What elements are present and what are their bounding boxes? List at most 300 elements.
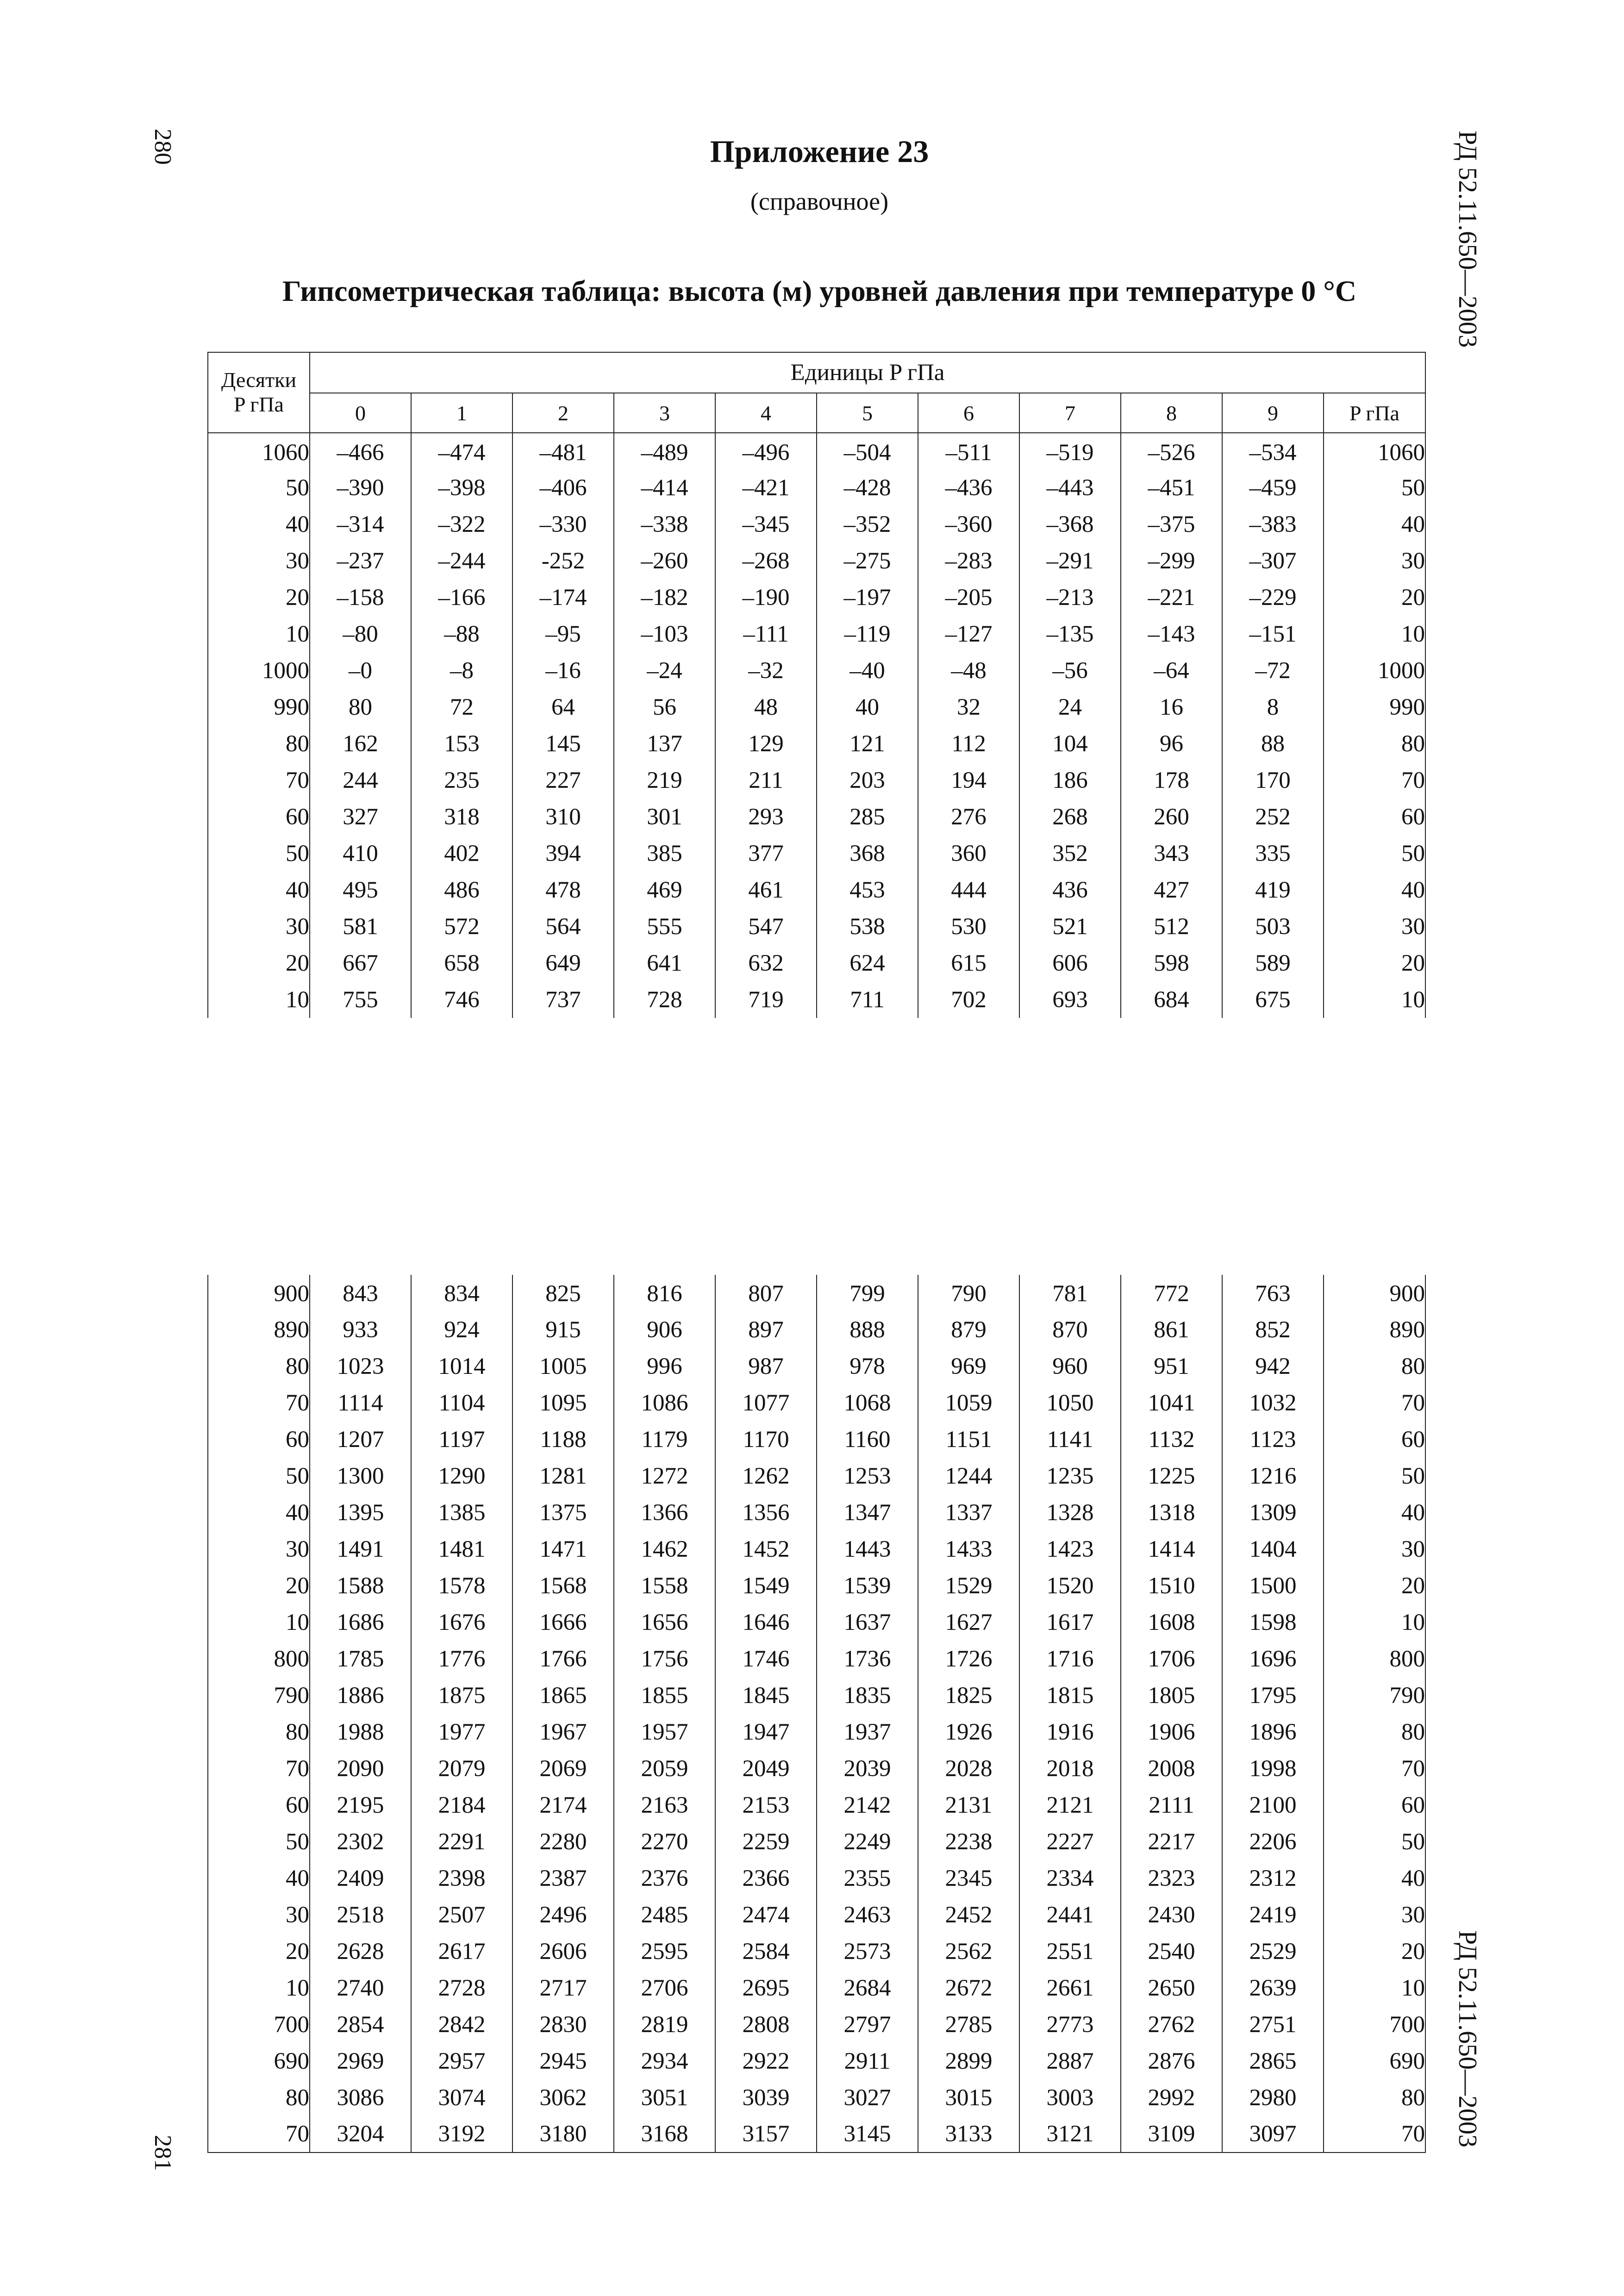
page-number-bottom: 281: [150, 2135, 176, 2171]
table-cell: 469: [614, 872, 715, 908]
table-cell: –182: [614, 579, 715, 616]
table-cell: 1160: [817, 1421, 918, 1458]
table-cell: 170: [1222, 762, 1324, 799]
table-cell: –406: [512, 469, 614, 506]
table-cell: –119: [817, 616, 918, 652]
table-cell: 1805: [1121, 1677, 1222, 1714]
row-label-right: 990: [1324, 689, 1425, 725]
row-label: 30: [208, 1531, 310, 1567]
table-row: [208, 1823, 1425, 1860]
row-label: 800: [208, 1641, 310, 1677]
table-cell: 1795: [1222, 1677, 1324, 1714]
table-row: [208, 762, 1425, 799]
row-label-right: 50: [1324, 469, 1425, 506]
table-cell: 1746: [715, 1641, 817, 1677]
table-cell: 1736: [817, 1641, 918, 1677]
table-cell: –88: [411, 616, 512, 652]
appendix-title: Приложение 23: [710, 134, 929, 169]
table-cell: 711: [817, 981, 918, 1018]
table-cell: 2639: [1222, 1970, 1324, 2006]
table-cell: 2131: [918, 1787, 1019, 1823]
table-cell: 137: [614, 725, 715, 762]
row-label-right: 50: [1324, 1823, 1425, 1860]
table-cell: 1568: [512, 1567, 614, 1604]
table-cell: 2430: [1121, 1897, 1222, 1933]
table-cell: –244: [411, 543, 512, 579]
table-cell: 2249: [817, 1823, 918, 1860]
table-cell: 1207: [310, 1421, 411, 1458]
table-cell: 2195: [310, 1787, 411, 1823]
table-cell: 2842: [411, 2006, 512, 2043]
row-label: 20: [208, 1567, 310, 1604]
table-row: [208, 1860, 1425, 1897]
table-cell: 1197: [411, 1421, 512, 1458]
table-cell: 2584: [715, 1933, 817, 1970]
table-cell: –283: [918, 543, 1019, 579]
table-cell: –459: [1222, 469, 1324, 506]
table-cell: 2227: [1019, 1823, 1121, 1860]
table-cell: 2595: [614, 1933, 715, 1970]
table-cell: 2740: [310, 1970, 411, 2006]
table-cell: 1646: [715, 1604, 817, 1641]
row-label-right: 60: [1324, 1787, 1425, 1823]
table-cell: –291: [1019, 543, 1121, 579]
table-cell: 2672: [918, 1970, 1019, 2006]
table-cell: 2323: [1121, 1860, 1222, 1897]
table-row: [208, 1787, 1425, 1823]
table-cell: 2039: [817, 1750, 918, 1787]
table-cell: 2291: [411, 1823, 512, 1860]
table-cell: 1756: [614, 1641, 715, 1677]
table-cell: 1549: [715, 1567, 817, 1604]
table-cell: –72: [1222, 652, 1324, 689]
table-cell: 335: [1222, 835, 1324, 872]
row-label-right: 1060: [1324, 433, 1425, 469]
table-cell: 318: [411, 799, 512, 835]
table-row: [208, 1604, 1425, 1641]
table-row: [208, 1970, 1425, 2006]
table-cell: 1706: [1121, 1641, 1222, 1677]
table-cell: 2174: [512, 1787, 614, 1823]
table-cell: 3180: [512, 2116, 614, 2152]
table-cell: –489: [614, 433, 715, 469]
table-cell: 1059: [918, 1385, 1019, 1421]
row-label: 10: [208, 1604, 310, 1641]
table-cell: 2121: [1019, 1787, 1121, 1823]
table-row: [208, 2079, 1425, 2116]
table-cell: 547: [715, 908, 817, 945]
table-cell: –504: [817, 433, 918, 469]
table-cell: 933: [310, 1311, 411, 1348]
row-label-right: 70: [1324, 762, 1425, 799]
table-cell: 32: [918, 689, 1019, 725]
table-cell: 2387: [512, 1860, 614, 1897]
table-cell: 3003: [1019, 2079, 1121, 2116]
table-cell: 1815: [1019, 1677, 1121, 1714]
row-label: 50: [208, 1458, 310, 1494]
table-cell: 394: [512, 835, 614, 872]
table-cell: 2992: [1121, 2079, 1222, 2116]
table-cell: 1500: [1222, 1567, 1324, 1604]
table-cell: –229: [1222, 579, 1324, 616]
row-label-right: 20: [1324, 945, 1425, 981]
table-cell: 2238: [918, 1823, 1019, 1860]
table-cell: –205: [918, 579, 1019, 616]
row-label-right: 30: [1324, 1897, 1425, 1933]
table-cell: 641: [614, 945, 715, 981]
row-label: 1060: [208, 433, 310, 469]
table-cell: –375: [1121, 506, 1222, 543]
table-cell: 684: [1121, 981, 1222, 1018]
table-cell: 1328: [1019, 1494, 1121, 1531]
table-cell: 186: [1019, 762, 1121, 799]
table-cell: 48: [715, 689, 817, 725]
row-label: 790: [208, 1677, 310, 1714]
table-row: [208, 799, 1425, 835]
table-cell: 799: [817, 1275, 918, 1311]
table-cell: 834: [411, 1275, 512, 1311]
table-cell: –0: [310, 652, 411, 689]
table-row: [208, 1494, 1425, 1531]
table-cell: 1637: [817, 1604, 918, 1641]
table-cell: 942: [1222, 1348, 1324, 1385]
table-cell: 746: [411, 981, 512, 1018]
table-cell: 3204: [310, 2116, 411, 2152]
table-cell: 555: [614, 908, 715, 945]
table-cell: –511: [918, 433, 1019, 469]
table-cell: 1617: [1019, 1604, 1121, 1641]
table-cell: 1886: [310, 1677, 411, 1714]
table-cell: 1179: [614, 1421, 715, 1458]
right-column-header: P гПа: [1324, 393, 1425, 433]
table-cell: 461: [715, 872, 817, 908]
column-header-6: 6: [918, 393, 1019, 433]
column-header-8: 8: [1121, 393, 1222, 433]
table-cell: 385: [614, 835, 715, 872]
row-label: 30: [208, 543, 310, 579]
table-cell: 2650: [1121, 1970, 1222, 2006]
table-row: [208, 1750, 1425, 1787]
row-label-right: 10: [1324, 981, 1425, 1018]
row-label: 60: [208, 1787, 310, 1823]
table-row: [208, 1348, 1425, 1385]
table-cell: –268: [715, 543, 817, 579]
table-cell: 2184: [411, 1787, 512, 1823]
table-cell: 2059: [614, 1750, 715, 1787]
column-header-0: 0: [310, 393, 411, 433]
table-cell: 1337: [918, 1494, 1019, 1531]
table-cell: –481: [512, 433, 614, 469]
table-cell: 1032: [1222, 1385, 1324, 1421]
table-cell: 1170: [715, 1421, 817, 1458]
table-cell: 153: [411, 725, 512, 762]
table-cell: 1452: [715, 1531, 817, 1567]
row-label: 990: [208, 689, 310, 725]
table-row: [208, 689, 1425, 725]
table-cell: 589: [1222, 945, 1324, 981]
hypsometric-table-part1: [207, 352, 1426, 1018]
table-cell: 260: [1121, 799, 1222, 835]
table-cell: 1023: [310, 1348, 411, 1385]
table-cell: 1865: [512, 1677, 614, 1714]
row-label-right: 30: [1324, 1531, 1425, 1567]
table-cell: 825: [512, 1275, 614, 1311]
table-cell: 2540: [1121, 1933, 1222, 1970]
table-cell: 112: [918, 725, 1019, 762]
column-header-4: 4: [715, 393, 817, 433]
row-label: 700: [208, 2006, 310, 2043]
table-cell: –158: [310, 579, 411, 616]
table-row: [208, 579, 1425, 616]
table-row: [208, 1677, 1425, 1714]
table-cell: 3039: [715, 2079, 817, 2116]
table-cell: 2398: [411, 1860, 512, 1897]
table-cell: 2452: [918, 1897, 1019, 1933]
table-cell: 352: [1019, 835, 1121, 872]
table-cell: 1141: [1019, 1421, 1121, 1458]
table-cell: 301: [614, 799, 715, 835]
table-cell: 1539: [817, 1567, 918, 1604]
row-label-right: 40: [1324, 1860, 1425, 1897]
table-cell: 56: [614, 689, 715, 725]
row-label-right: 50: [1324, 835, 1425, 872]
table-cell: 1375: [512, 1494, 614, 1531]
table-cell: 1095: [512, 1385, 614, 1421]
row-label-right: 40: [1324, 1494, 1425, 1531]
column-header-1: 1: [411, 393, 512, 433]
table-cell: 996: [614, 1348, 715, 1385]
row-label-right: 890: [1324, 1311, 1425, 1348]
table-cell: 807: [715, 1275, 817, 1311]
row-label-right: 50: [1324, 1458, 1425, 1494]
table-cell: 343: [1121, 835, 1222, 872]
table-cell: –174: [512, 579, 614, 616]
table-cell: 2684: [817, 1970, 918, 2006]
row-label: 80: [208, 1348, 310, 1385]
table-cell: 2018: [1019, 1750, 1121, 1787]
table-cell: 2617: [411, 1933, 512, 1970]
table-cell: 1896: [1222, 1714, 1324, 1750]
row-label-right: 60: [1324, 799, 1425, 835]
table-row: [208, 725, 1425, 762]
table-cell: 1588: [310, 1567, 411, 1604]
table-cell: 310: [512, 799, 614, 835]
appendix-subtitle: (справочное): [750, 187, 889, 215]
table-row: [208, 1897, 1425, 1933]
table-cell: 1686: [310, 1604, 411, 1641]
table-cell: 2899: [918, 2043, 1019, 2079]
table-cell: 763: [1222, 1275, 1324, 1311]
table-cell: 3121: [1019, 2116, 1121, 2152]
table-cell: 1845: [715, 1677, 817, 1714]
table-cell: 3168: [614, 2116, 715, 2152]
table-cell: 2606: [512, 1933, 614, 1970]
table-cell: 2409: [310, 1860, 411, 1897]
table-cell: 1656: [614, 1604, 715, 1641]
table-cell: 2334: [1019, 1860, 1121, 1897]
table-cell: 538: [817, 908, 918, 945]
table-cell: 2887: [1019, 2043, 1121, 2079]
table-cell: 1443: [817, 1531, 918, 1567]
table-cell: 1520: [1019, 1567, 1121, 1604]
row-label: 80: [208, 2079, 310, 2116]
table-cell: 2573: [817, 1933, 918, 1970]
table-cell: 3133: [918, 2116, 1019, 2152]
table-row: [208, 1641, 1425, 1677]
table-cell: –16: [512, 652, 614, 689]
table-row: [208, 1933, 1425, 1970]
table-cell: –398: [411, 469, 512, 506]
table-cell: 737: [512, 981, 614, 1018]
table-cell: 2911: [817, 2043, 918, 2079]
row-label: 70: [208, 762, 310, 799]
table-cell: 2762: [1121, 2006, 1222, 2043]
table-cell: 3145: [817, 2116, 918, 2152]
table-row: [208, 616, 1425, 652]
row-label: 40: [208, 1860, 310, 1897]
table-cell: 235: [411, 762, 512, 799]
table-cell: 486: [411, 872, 512, 908]
table-cell: 564: [512, 908, 614, 945]
table-cell: 1356: [715, 1494, 817, 1531]
table-cell: –48: [918, 652, 1019, 689]
table-cell: 377: [715, 835, 817, 872]
table-cell: 1578: [411, 1567, 512, 1604]
table-cell: -252: [512, 543, 614, 579]
table-cell: 2562: [918, 1933, 1019, 1970]
table-cell: 615: [918, 945, 1019, 981]
table-cell: 2945: [512, 2043, 614, 2079]
table-cell: 2865: [1222, 2043, 1324, 2079]
table-cell: 1151: [918, 1421, 1019, 1458]
table-cell: 816: [614, 1275, 715, 1311]
table-cell: 1433: [918, 1531, 1019, 1567]
column-header-9: 9: [1222, 393, 1324, 433]
table-cell: 1395: [310, 1494, 411, 1531]
row-label: 690: [208, 2043, 310, 2079]
table-cell: 1414: [1121, 1531, 1222, 1567]
table-cell: 728: [614, 981, 715, 1018]
table-cell: 606: [1019, 945, 1121, 981]
table-cell: 8: [1222, 689, 1324, 725]
table-cell: 2474: [715, 1897, 817, 1933]
table-cell: 1104: [411, 1385, 512, 1421]
table-cell: 2485: [614, 1897, 715, 1933]
table-cell: 1835: [817, 1677, 918, 1714]
row-label-right: 800: [1324, 1641, 1425, 1677]
table-cell: 2312: [1222, 1860, 1324, 1897]
row-label: 890: [208, 1311, 310, 1348]
table-cell: –421: [715, 469, 817, 506]
corner-header-line2: P гПа: [234, 393, 284, 416]
document-code-top: РД 52.11.650—2003: [1453, 131, 1482, 348]
table-cell: 203: [817, 762, 918, 799]
row-label-right: 10: [1324, 1604, 1425, 1641]
table-cell: 1947: [715, 1714, 817, 1750]
row-label: 60: [208, 1421, 310, 1458]
table-cell: –414: [614, 469, 715, 506]
row-label: 40: [208, 506, 310, 543]
table-cell: 327: [310, 799, 411, 835]
table-cell: 1906: [1121, 1714, 1222, 1750]
table-cell: 2628: [310, 1933, 411, 1970]
page-number-top: 280: [150, 129, 176, 165]
table-cell: 24: [1019, 689, 1121, 725]
table-cell: 3062: [512, 2079, 614, 2116]
table-cell: 755: [310, 981, 411, 1018]
table-cell: –32: [715, 652, 817, 689]
table-cell: 444: [918, 872, 1019, 908]
table-cell: 268: [1019, 799, 1121, 835]
row-label-right: 70: [1324, 1385, 1425, 1421]
table-cell: 1086: [614, 1385, 715, 1421]
table-cell: 1977: [411, 1714, 512, 1750]
table-row: [208, 1567, 1425, 1604]
table-cell: 1481: [411, 1531, 512, 1567]
table-cell: 781: [1019, 1275, 1121, 1311]
table-cell: 2090: [310, 1750, 411, 1787]
table-cell: 1272: [614, 1458, 715, 1494]
column-header-5: 5: [817, 393, 918, 433]
table-cell: 512: [1121, 908, 1222, 945]
table-cell: 3074: [411, 2079, 512, 2116]
hypsometric-table-part2: [207, 1275, 1426, 2153]
table-cell: 1558: [614, 1567, 715, 1604]
table-cell: 3086: [310, 2079, 411, 2116]
table-cell: 2376: [614, 1860, 715, 1897]
table-row: [208, 506, 1425, 543]
table-cell: 2153: [715, 1787, 817, 1823]
row-label-right: 690: [1324, 2043, 1425, 2079]
table-cell: 3027: [817, 2079, 918, 2116]
table-cell: 2206: [1222, 1823, 1324, 1860]
table-cell: 2969: [310, 2043, 411, 2079]
column-header-2: 2: [512, 393, 614, 433]
table-cell: –345: [715, 506, 817, 543]
table-cell: –213: [1019, 579, 1121, 616]
column-header-3: 3: [614, 393, 715, 433]
table-cell: –436: [918, 469, 1019, 506]
table-cell: 624: [817, 945, 918, 981]
table-cell: 2551: [1019, 1933, 1121, 1970]
table-cell: 427: [1121, 872, 1222, 908]
row-label: 50: [208, 469, 310, 506]
table-cell: 870: [1019, 1311, 1121, 1348]
table-cell: 285: [817, 799, 918, 835]
row-label-right: 40: [1324, 872, 1425, 908]
table-cell: 211: [715, 762, 817, 799]
table-row: [208, 543, 1425, 579]
table-cell: 1068: [817, 1385, 918, 1421]
table-cell: 1855: [614, 1677, 715, 1714]
table-cell: 1471: [512, 1531, 614, 1567]
table-cell: 969: [918, 1348, 1019, 1385]
table-cell: –368: [1019, 506, 1121, 543]
table-cell: –103: [614, 616, 715, 652]
table-cell: 2773: [1019, 2006, 1121, 2043]
table-cell: 658: [411, 945, 512, 981]
table-cell: 2751: [1222, 2006, 1324, 2043]
table-cell: 1696: [1222, 1641, 1324, 1677]
table-cell: 598: [1121, 945, 1222, 981]
table-cell: 1916: [1019, 1714, 1121, 1750]
row-label: 60: [208, 799, 310, 835]
table-cell: 1309: [1222, 1494, 1324, 1531]
table-cell: 2302: [310, 1823, 411, 1860]
table-cell: –8: [411, 652, 512, 689]
table-cell: –221: [1121, 579, 1222, 616]
table-cell: –24: [614, 652, 715, 689]
